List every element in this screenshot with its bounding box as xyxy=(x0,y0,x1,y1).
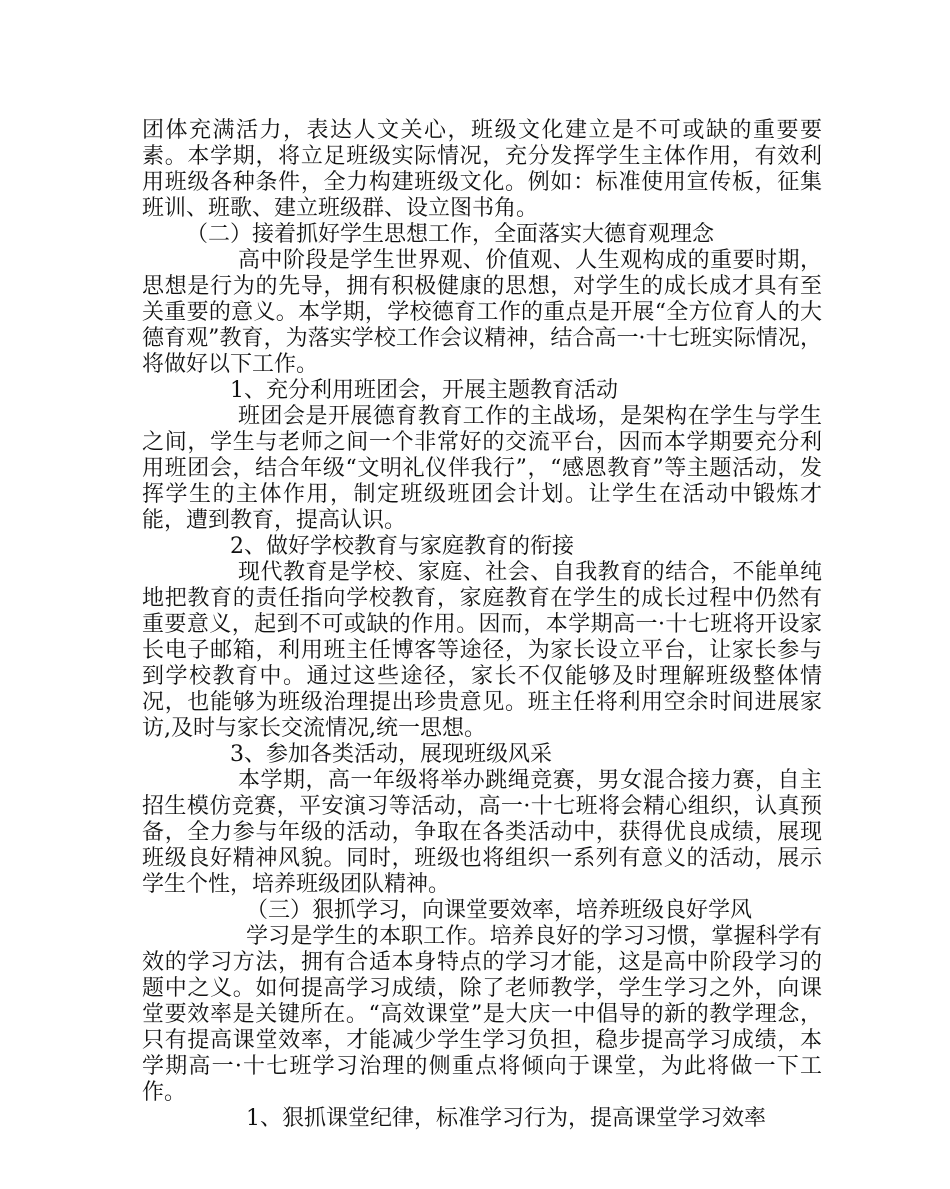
heading-section-3: （三）狠抓学习，向课堂要效率，培养班级良好学风 xyxy=(246,898,753,923)
subheading-classroom-discipline: 1、狠抓课堂纪律，标准学习行为，提高课堂学习效率 xyxy=(246,1106,766,1131)
paragraph-thought-work: 高中阶段是学生世界观、价值观、人生观构成的重要时期，思想是行为的先导，拥有积极健康的思想，对学生的成长成才具有至关重要的意义。本学期，学校德育工作的重点是开展“全方位育人的大德育观”教育，为落实学校工作会议精神，结合高一·十七班实际情况，将做好以下工作。 xyxy=(142,248,822,377)
heading-section-2: （二）接着抓好学生思想工作，全面落实大德育观理念 xyxy=(186,222,715,247)
subheading-activities: 3、参加各类活动，展现班级风采 xyxy=(230,742,552,767)
paragraph-study: 学习是学生的本职工作。培养良好的学习习惯，掌握科学有效的学习方法，拥有合适本身特点的学习才能，这是高中阶段学习的题中之义。如何提高学习成绩，除了老师教学，学生学习之外，向课堂要效率是关键所在。“高效课堂”是大庆一中倡导的新的教学理念，只有提高课堂效率，才能减少学生学习负担，稳步提高学习成绩，本学期高一·十七班学习治理的侧重点将倾向于课堂，为此将做一下工作。 xyxy=(142,924,822,1105)
subheading-family-education: 2、做好学校教育与家庭教育的衔接 xyxy=(230,534,574,559)
paragraph-activities: 本学期，高一年级将举办跳绳竞赛，男女混合接力赛，自主招生模仿竞赛，平安演习等活动，高一·十七班将会精心组织，认真预备，全力参与年级的活动，争取在各类活动中，获得优良成绩，展现班级良好精神风貌。同时，班级也将组织一系列有意义的活动，展示学生个性，培养班级团队精神。 xyxy=(142,768,822,897)
subheading-class-meeting: 1、充分利用班团会，开展主题教育活动 xyxy=(230,378,618,403)
paragraph-class-culture: 团体充满活力，表达人文关心，班级文化建立是不可或缺的重要要素。本学期，将立足班级实际情况，充分发挥学生主体作用，有效利用班级各种条件，全力构建班级文化。例如：标准使用宣传板，征集班训、班歌、建立班级群、设立图书角。 xyxy=(142,118,822,221)
paragraph-class-meeting: 班团会是开展德育教育工作的主战场，是架构在学生与学生之间，学生与老师之间一个非常好的交流平台，因而本学期要充分利用班团会，结合年级“文明礼仪伴我行”，“感恩教育”等主题活动，发挥学生的主体作用，制定班级班团会计划。让学生在活动中锻炼才能，遭到教育，提高认识。 xyxy=(142,404,822,533)
paragraph-family-education: 现代教育是学校、家庭、社会、自我教育的结合，不能单纯地把教育的责任指向学校教育，家庭教育在学生的成长过程中仍然有重要意义，起到不可或缺的作用。因而，本学期高一·十七班将开设家长电子邮箱，利用班主任博客等途径，为家长设立平台，让家长参与到学校教育中。通过这些途径，家长不仅能够及时理解班级整体情况，也能够为班级治理提出珍贵意见。班主任将利用空余时间进展家访,及时与家长交流情况,统一思想。 xyxy=(142,560,822,741)
document-page xyxy=(142,118,822,1132)
